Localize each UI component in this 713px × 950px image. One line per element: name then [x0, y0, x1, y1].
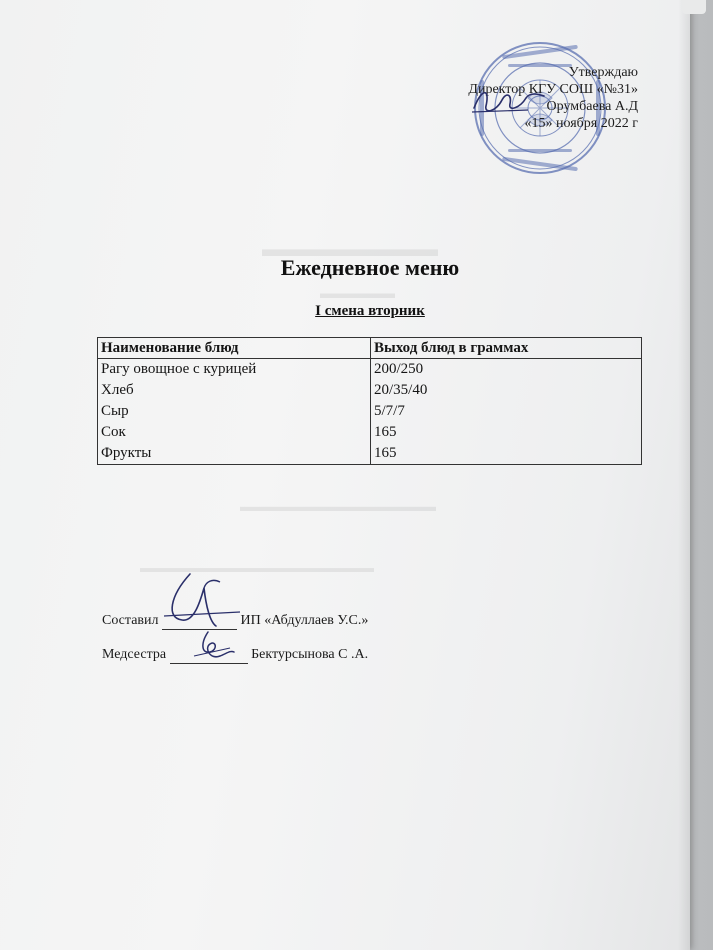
dish-grams: 165 [374, 445, 397, 461]
approval-line-approve: Утверждаю [568, 65, 638, 80]
page-title: Ежедневное меню [280, 255, 460, 280]
dish-name: Хлеб [101, 382, 134, 398]
shift-subtitle: I смена вторник [315, 303, 425, 319]
header-dish-name: Наименование блюд [98, 338, 371, 359]
show-through-text: ▬▬▬▬▬▬▬▬▬▬▬▬▬▬ [240, 500, 436, 515]
header-portion-grams: Выход блюд в граммах [371, 338, 642, 359]
compiled-by-label: Составил [102, 613, 159, 628]
paper-clip [682, 0, 706, 14]
show-through-text: ▬▬▬▬▬ [320, 286, 395, 302]
table-header-row [98, 338, 642, 359]
show-through-text: ▬▬▬▬▬▬▬▬ [262, 236, 438, 261]
director-signature [468, 82, 548, 122]
approval-line-director: Директор КГУ СОШ «№31» [468, 82, 638, 97]
compiler-signature [160, 566, 242, 632]
dish-grams: 5/7/7 [374, 403, 405, 419]
dish-name: Рагу овощное с курицей [101, 361, 257, 377]
nurse-signature [190, 630, 236, 664]
grams-column [371, 359, 642, 465]
approval-line-date: «15» ноября 2022 г [524, 116, 638, 131]
nurse-name: Бектурсынова С .А. [251, 647, 369, 662]
approval-line-name: Орумбаева А.Д [546, 99, 638, 114]
dish-name: Сок [101, 424, 126, 440]
dish-grams: 165 [374, 424, 397, 440]
dish-column [98, 359, 371, 465]
dish-grams: 20/35/40 [374, 382, 428, 398]
dish-name: Сыр [101, 403, 129, 419]
menu-table [97, 337, 642, 465]
nurse-label: Медсестра [102, 647, 167, 662]
show-through-text: ▬▬▬▬▬▬▬▬▬▬▬▬▬▬▬▬▬▬ [140, 560, 374, 575]
table-row [98, 359, 642, 465]
dish-grams: 200/250 [374, 361, 424, 377]
dish-name: Фрукты [101, 445, 152, 461]
compiled-by-name: ИП «Абдуллаев У.С.» [240, 613, 369, 628]
paper-edge-shadow [678, 0, 690, 950]
